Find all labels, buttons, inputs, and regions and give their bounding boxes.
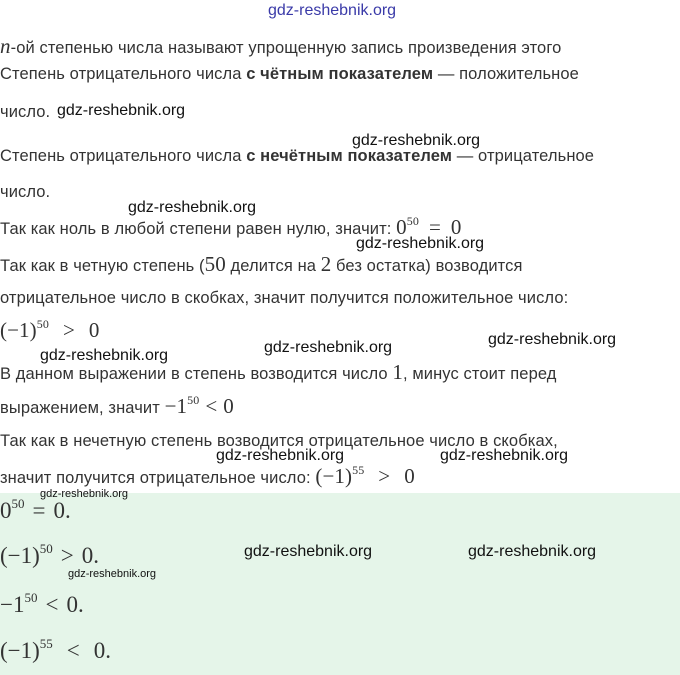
watermark: gdz-reshebnik.org [352,132,481,149]
answer-relation: = [32,498,46,523]
answer-relation: < [45,592,59,617]
even-expr-base: (−1) [0,318,37,342]
variable-n: n [0,34,11,58]
odd-reason-line2: значит получится отрицательное число: [0,469,316,487]
even-reason-n2: 2 [320,252,332,276]
even-expr-exponent: 50 [36,317,49,331]
odd-post: — отрицательное [452,147,595,165]
even-reason-t3: без остатка) возводится [331,257,523,275]
odd-pre: Степень отрицательного числа [0,147,247,165]
paragraph-even-reason [0,252,523,277]
answer-base: (−1) [0,543,40,568]
paragraph-odd-reason-line2 [0,464,415,489]
answer-exponent: 50 [39,541,53,556]
even-pre: Степень отрицательного числа [0,65,247,83]
odd-expr-base: (−1) [315,464,353,488]
paragraph-even-exponent [0,65,579,84]
watermark: gdz-reshebnik.org [264,339,393,356]
answer-base: −1 [0,592,25,617]
paragraph-minus-outside-line2 [0,394,234,419]
even-post: — положительное [433,65,579,83]
paragraph-odd-exponent-line2: число. [0,183,51,201]
watermark: gdz-reshebnik.org [356,235,485,252]
watermark: gdz-reshebnik.org [128,199,257,216]
watermark: gdz-reshebnik.org [440,447,569,464]
answer-rhs: 0. [81,543,100,568]
even-reason-n1: 50 [204,252,226,276]
paragraph-even-exponent-line2: число. [0,103,51,121]
even-reason-expression [0,318,100,343]
paragraph-definition [0,34,561,59]
watermark: gdz-reshebnik.org [488,331,617,348]
odd-expr-relation: > [378,464,391,488]
answer-exponent: 50 [24,590,38,605]
paragraph-odd-reason: Так как в нечетную степень возводится отрицательное число в скобках, [0,432,558,450]
even-reason-t2: делится на [225,257,321,275]
minus-exponent: 50 [187,393,200,407]
answer-line [0,543,99,569]
watermark: gdz-reshebnik.org [216,447,345,464]
zero-rhs: 0 [450,215,462,239]
answer-exponent: 50 [11,496,25,511]
zero-base: 0 [396,215,407,239]
watermark: gdz-reshebnik.org [40,488,129,500]
watermark: gdz-reshebnik.org [468,543,597,560]
even-expr-relation: > [62,318,75,342]
paragraph-odd-exponent [0,147,594,166]
definition-text: -ой степенью числа называют упрощенную запись произведения этого [10,39,562,57]
header-watermark: gdz-reshebnik.org [268,2,397,19]
zero-exponent: 50 [406,214,419,228]
watermark: gdz-reshebnik.org [244,543,373,560]
zero-relation: = [428,215,441,239]
odd-bold: с нечётным показателем [246,147,453,165]
even-expr-rhs: 0 [88,318,100,342]
answer-base: (−1) [0,638,40,663]
answer-relation: < [66,638,80,663]
minus-t2: , минус стоит перед [402,365,557,383]
even-reason-t1: Так как в четную степень ( [0,257,205,275]
odd-expr-rhs: 0 [404,464,415,488]
watermark: gdz-reshebnik.org [57,102,186,119]
minus-relation: < [205,394,218,418]
answer-exponent: 55 [39,636,53,651]
answer-rhs: 0. [66,592,84,617]
answer-line [0,498,71,524]
answer-base: 0 [0,498,12,523]
zero-text: Так как ноль в любой степени равен нулю, значит: [0,220,397,238]
minus-base: −1 [164,394,188,418]
answer-line [0,592,84,618]
minus-t1: В данном выражении в степень возводится число [0,365,393,383]
answer-box [0,493,680,675]
watermark: gdz-reshebnik.org [68,568,157,580]
answer-rhs: 0. [93,638,112,663]
minus-rhs: 0 [223,394,234,418]
watermark: gdz-reshebnik.org [40,347,169,364]
minus-line2: выражением, значит [0,399,165,417]
even-bold: с чётным показателем [246,65,434,83]
paragraph-even-reason-line2: отрицательное число в скобках, значит получится положительное число: [0,289,569,307]
odd-expr-exponent: 55 [352,463,365,477]
minus-n1: 1 [392,360,403,384]
answer-rhs: 0. [53,498,71,523]
answer-relation: > [60,543,74,568]
answer-line [0,638,111,664]
